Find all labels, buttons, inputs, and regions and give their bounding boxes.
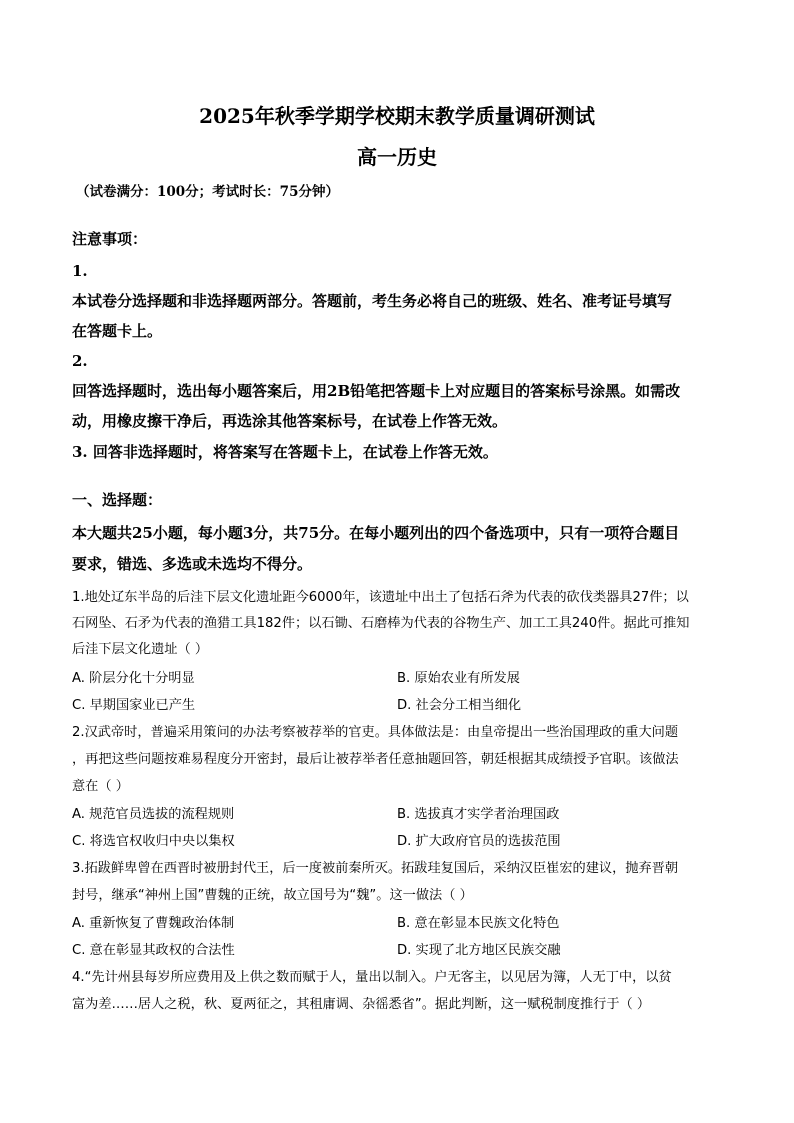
- question-2-line-2: ，再把这些问题按难易程度分开密封，最后让被荐举者任意抽题回答，朝廷根据其成绩授予官职。该做法: [72, 752, 679, 767]
- exam-meta: （试卷满分：100分；考试时长：75分钟）: [76, 184, 339, 200]
- question-3-option-c: C. 意在彰显其政权的合法性: [72, 943, 235, 958]
- question-3-option-a: A. 重新恢复了曹魏政治体制: [72, 916, 235, 931]
- question-2-option-a: A. 规范官员选拔的流程规则: [72, 807, 235, 822]
- section-intro-line-2: 要求，错选、多选或未选均不得分。: [72, 555, 313, 573]
- question-1-option-d: D. 社会分工相当细化: [397, 698, 522, 713]
- question-3-option-d: D. 实现了北方地区民族交融: [397, 943, 561, 958]
- question-2-option-c: C. 将选官权收归中央以集权: [72, 834, 235, 849]
- exam-title: 2025年秋季学期学校期末教学质量调研测试: [199, 104, 595, 128]
- note-1-number: 1.: [72, 262, 88, 280]
- note-2-line-1: 回答选择题时，选出每小题答案后，用2B铅笔把答题卡上对应题目的答案标号涂黑。如需改: [72, 382, 681, 400]
- question-1-line-2: 石网坠、石矛为代表的渔猎工具182件；以石锄、石磨棒为代表的谷物生产、加工工具240件。据此可推知: [72, 616, 690, 631]
- section-heading: 一、选择题：: [72, 491, 163, 509]
- question-4-line-2: 富为差……居人之税，秋、夏两征之，其租庸调、杂徭悉省”。据此判断，这一赋税制度推行于（ ）: [72, 997, 651, 1012]
- note-1-line-1: 本试卷分选择题和非选择题两部分。答题前，考生务必将自己的班级、姓名、准考证号填写: [72, 292, 673, 310]
- question-1-option-c: C. 早期国家业已产生: [72, 698, 196, 713]
- subject-title: 高一历史: [357, 145, 437, 169]
- question-4-line-1: 4.“先计州县每岁所应费用及上供之数而赋于人，量出以制入。户无客主，以见居为簿，人无丁中，以贫: [72, 970, 672, 985]
- question-3-line-1: 3.拓跋鲜卑曾在西晋时被册封代王，后一度被前秦所灭。拓跋珪复国后，采纳汉臣崔宏的建议，抛弃晋朝: [72, 861, 679, 876]
- question-1-line-1: 1.地处辽东半岛的后洼下层文化遗址距今6000年，该遗址中出土了包括石斧为代表的砍伐类器具27件；以: [72, 590, 689, 605]
- note-2-line-2: 动，用橡皮擦干净后，再选涂其他答案标号，在试卷上作答无效。: [72, 412, 508, 430]
- question-2-option-b: B. 选拔真才实学者治理国政: [397, 807, 560, 822]
- notes-heading: 注意事项：: [72, 230, 148, 248]
- section-intro-line-1: 本大题共25小题，每小题3分，共75分。在每小题列出的四个备选项中，只有一项符合题目: [72, 524, 680, 542]
- note-2-number: 2.: [72, 352, 88, 370]
- question-1-line-3: 后洼下层文化遗址（ ）: [72, 642, 209, 657]
- question-2-line-3: 意在（ ）: [72, 779, 129, 794]
- question-2-line-1: 2.汉武帝时，普遍采用策问的办法考察被荐举的官吏。具体做法是：由皇帝提出一些治国理政的重大问题: [72, 725, 679, 740]
- question-1-option-b: B. 原始农业有所发展: [397, 671, 520, 686]
- note-3: 3. 回答非选择题时，将答案写在答题卡上，在试卷上作答无效。: [72, 443, 498, 461]
- question-3-option-b: B. 意在彰显本民族文化特色: [397, 916, 560, 931]
- question-2-option-d: D. 扩大政府官员的选拔范围: [397, 834, 561, 849]
- question-3-line-2: 封号，继承“神州上国”曹魏的正统，故立国号为“魏”。这一做法（ ）: [72, 888, 473, 903]
- question-1-option-a: A. 阶层分化十分明显: [72, 671, 195, 686]
- note-1-line-2: 在答题卡上。: [72, 322, 163, 340]
